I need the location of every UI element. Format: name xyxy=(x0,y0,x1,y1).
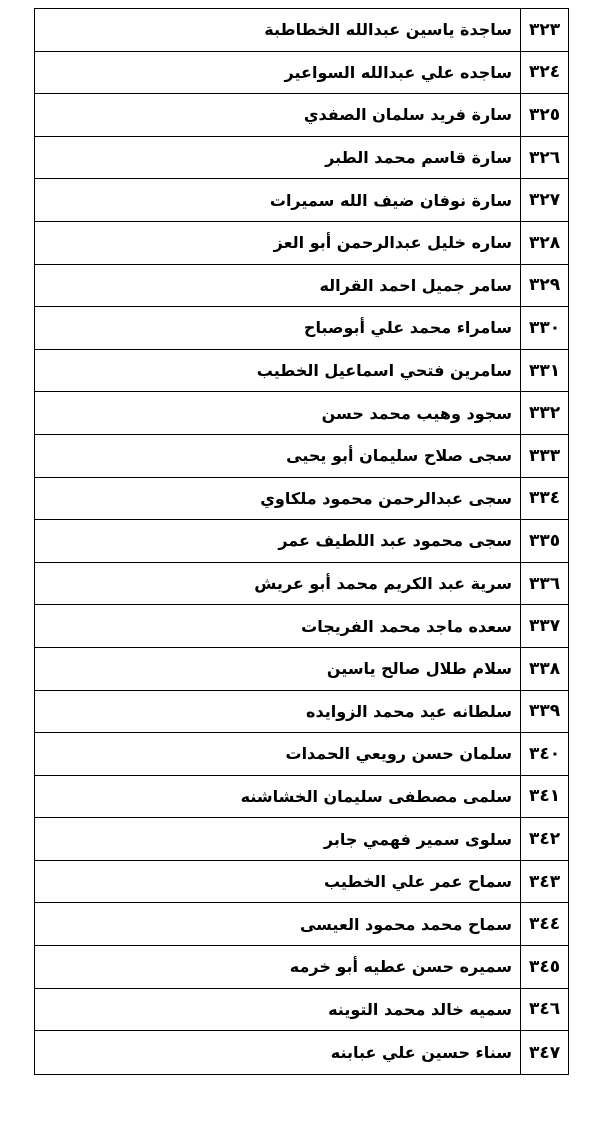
row-name: سلطانه عيد محمد الزوايده xyxy=(306,701,512,721)
table-row xyxy=(35,94,568,137)
row-number: ٣٢٩ xyxy=(520,265,568,307)
row-name: سلوى سمير فهمي جابر xyxy=(323,829,512,849)
row-name: سامر جميل احمد القراله xyxy=(319,275,512,295)
row-number: ٣٢٦ xyxy=(520,137,568,179)
table-row xyxy=(35,1031,568,1074)
table-row xyxy=(35,648,568,691)
row-number: ٣٢٥ xyxy=(520,94,568,136)
row-name: سماح عمر علي الخطيب xyxy=(323,872,512,892)
table-row xyxy=(35,861,568,904)
row-name: سارة نوفان ضيف الله سميرات xyxy=(269,190,512,210)
table-row xyxy=(35,435,568,478)
row-number: ٣٣١ xyxy=(520,350,568,392)
table-row xyxy=(35,478,568,521)
row-number: ٣٣٠ xyxy=(520,307,568,349)
table-row xyxy=(35,776,568,819)
names-table xyxy=(34,8,569,1075)
table-row xyxy=(35,989,568,1032)
row-name: سعده ماجد محمد الفريجات xyxy=(301,616,512,636)
row-name: سماح محمد محمود العيسى xyxy=(299,914,512,934)
row-name: سلام طلال صالح ياسين xyxy=(326,659,512,679)
row-number: ٣٣٧ xyxy=(520,605,568,647)
row-name: سلمان حسن رويعي الحمدات xyxy=(285,744,512,764)
row-name: ساجدة ياسين عبدالله الخطاطبة xyxy=(264,20,512,40)
row-name: سميره حسن عطيه أبو خرمه xyxy=(289,957,512,977)
table-row xyxy=(35,520,568,563)
row-number: ٣٣٩ xyxy=(520,691,568,733)
row-number: ٣٤٠ xyxy=(520,733,568,775)
row-name: سناء حسين علي عبابنه xyxy=(330,1043,512,1063)
row-name: ساره خليل عبدالرحمن أبو العز xyxy=(273,233,512,253)
row-name: سجى محمود عبد اللطيف عمر xyxy=(278,531,512,551)
row-number: ٣٢٤ xyxy=(520,52,568,94)
table-row xyxy=(35,52,568,95)
row-name: سميه خالد محمد التوينه xyxy=(328,999,512,1019)
row-number: ٣٣٨ xyxy=(520,648,568,690)
row-number: ٣٢٨ xyxy=(520,222,568,264)
row-name: سامرين فتحي اسماعيل الخطيب xyxy=(256,361,512,381)
table-row xyxy=(35,563,568,606)
table-row xyxy=(35,350,568,393)
table-row xyxy=(35,392,568,435)
row-number: ٣٤٧ xyxy=(520,1031,568,1074)
table-row xyxy=(35,265,568,308)
row-number: ٣٣٤ xyxy=(520,478,568,520)
table-row xyxy=(35,733,568,776)
row-number: ٣٢٣ xyxy=(520,9,568,51)
row-number: ٣٤٢ xyxy=(520,818,568,860)
table-row xyxy=(35,307,568,350)
table-row xyxy=(35,137,568,180)
row-name: ساجده علي عبدالله السواعير xyxy=(284,62,512,82)
row-name: سرية عبد الكريم محمد أبو عريش xyxy=(254,574,512,594)
table-row xyxy=(35,691,568,734)
row-name: سجى صلاح سليمان أبو يحيى xyxy=(286,446,512,466)
row-number: ٣٢٧ xyxy=(520,179,568,221)
table-row xyxy=(35,222,568,265)
table-row xyxy=(35,903,568,946)
row-name: سامراء محمد علي أبوصباح xyxy=(303,318,512,338)
row-number: ٣٣٥ xyxy=(520,520,568,562)
row-number: ٣٣٦ xyxy=(520,563,568,605)
table-row xyxy=(35,818,568,861)
row-name: سجى عبدالرحمن محمود ملكاوي xyxy=(260,488,512,508)
table-row xyxy=(35,9,568,52)
row-number: ٣٤١ xyxy=(520,776,568,818)
row-name: سارة فريد سلمان الصفدي xyxy=(303,105,512,125)
row-name: سارة قاسم محمد الطبر xyxy=(325,148,512,168)
table-row xyxy=(35,179,568,222)
row-number: ٣٤٣ xyxy=(520,861,568,903)
row-number: ٣٣٣ xyxy=(520,435,568,477)
row-number: ٣٤٤ xyxy=(520,903,568,945)
row-number: ٣٤٦ xyxy=(520,989,568,1031)
table-row xyxy=(35,605,568,648)
row-name: سجود وهيب محمد حسن xyxy=(321,403,512,423)
row-name: سلمى مصطفى سليمان الخشاشنه xyxy=(240,786,512,806)
row-number: ٣٣٢ xyxy=(520,392,568,434)
row-number: ٣٤٥ xyxy=(520,946,568,988)
table-row xyxy=(35,946,568,989)
